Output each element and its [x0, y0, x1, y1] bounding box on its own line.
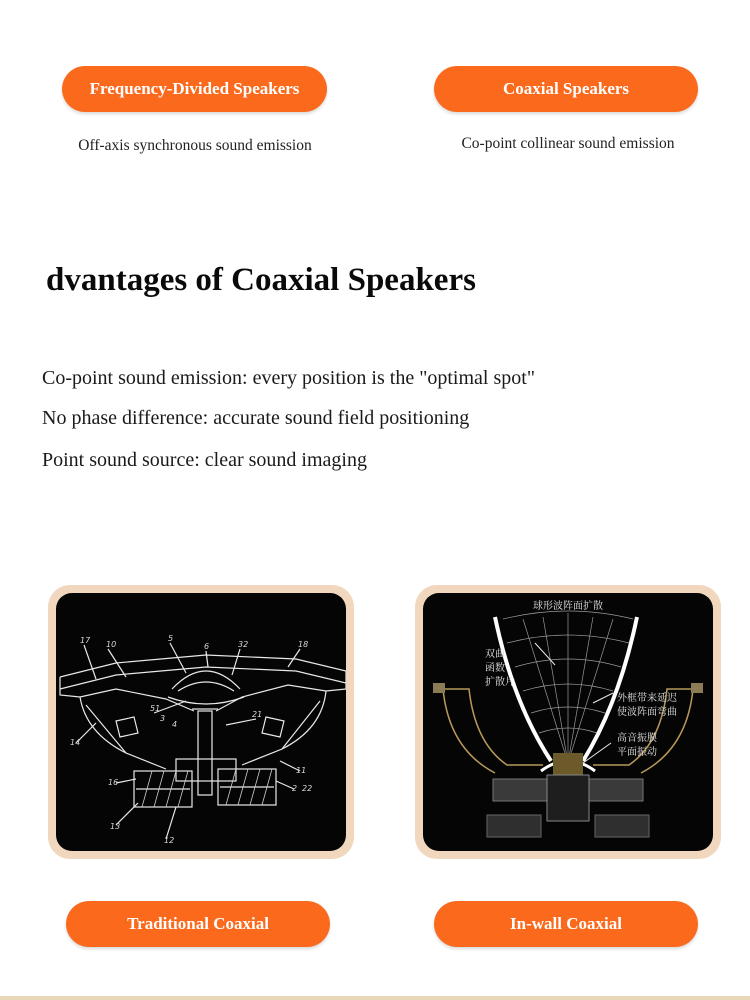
inwall-coaxial-diagram — [423, 593, 713, 851]
part-number-label: 18 — [298, 640, 309, 649]
advantages-title: dvantages of Coaxial Speakers — [46, 262, 476, 298]
inwall-coaxial-wavefront-drawing — [423, 593, 713, 851]
inwall-coaxial-diagram-card — [415, 585, 721, 859]
part-number-label: 10 — [106, 640, 117, 649]
part-number-label: 22 — [302, 784, 313, 793]
bottom-divider — [0, 996, 750, 1000]
diffuser-annotation-line-2: 函数 — [485, 663, 505, 674]
traditional-coaxial-diagram-card — [48, 585, 354, 859]
traditional-coaxial-label-text: Traditional Coaxial — [127, 914, 269, 933]
wavefront-top-annotation: 球形波阵面扩散 — [533, 601, 603, 612]
part-number-label: 6 — [204, 642, 210, 651]
advantage-point-3: Point sound source: clear sound imaging — [42, 449, 367, 471]
frequency-divided-caption: Off-axis synchronous sound emission — [78, 137, 312, 154]
part-number-label: 32 — [238, 640, 249, 649]
inwall-coaxial-label-text: In-wall Coaxial — [510, 914, 622, 933]
part-number-label: 3 — [160, 714, 166, 723]
traditional-coaxial-diagram — [56, 593, 346, 851]
advantage-point-2: No phase difference: accurate sound field positioning — [42, 407, 470, 429]
part-number-label: 13 — [110, 822, 121, 831]
coaxial-caption: Co-point collinear sound emission — [461, 135, 675, 152]
advantage-point-1: Co-point sound emission: every position is the "optimal spot" — [42, 367, 535, 389]
frame-delay-annotation-line-1: 外框带来延迟 — [617, 693, 677, 704]
frequency-divided-speakers-label — [62, 66, 327, 112]
part-number-label: 4 — [172, 720, 178, 729]
part-number-label: 11 — [296, 766, 307, 775]
part-number-label: 21 — [252, 710, 263, 719]
part-number-label: 2 — [292, 784, 298, 793]
coaxial-label-text: Coaxial Speakers — [502, 79, 630, 98]
traditional-coaxial-label — [66, 901, 330, 947]
diffuser-annotation-line-3: 扩散片 — [485, 677, 515, 688]
inwall-coaxial-label — [434, 901, 698, 947]
coaxial-speakers-label — [434, 66, 698, 112]
frequency-divided-label-text: Frequency-Divided Speakers — [89, 79, 300, 98]
frame-delay-annotation-line-2: 使波阵面弯曲 — [617, 707, 677, 718]
part-number-label: 12 — [164, 836, 175, 845]
diffuser-annotation-line-1: 双曲 — [485, 649, 505, 660]
part-number-label: 17 — [80, 636, 91, 645]
traditional-coaxial-line-drawing — [56, 593, 346, 851]
part-number-label: 5 — [168, 634, 174, 643]
tweeter-annotation-line-2: 平面振动 — [617, 747, 657, 758]
part-number-label: 16 — [108, 778, 119, 787]
tweeter-annotation-line-1: 高音振膜 — [617, 733, 657, 744]
part-number-label: 14 — [70, 738, 81, 747]
part-number-label: 51 — [150, 704, 161, 713]
